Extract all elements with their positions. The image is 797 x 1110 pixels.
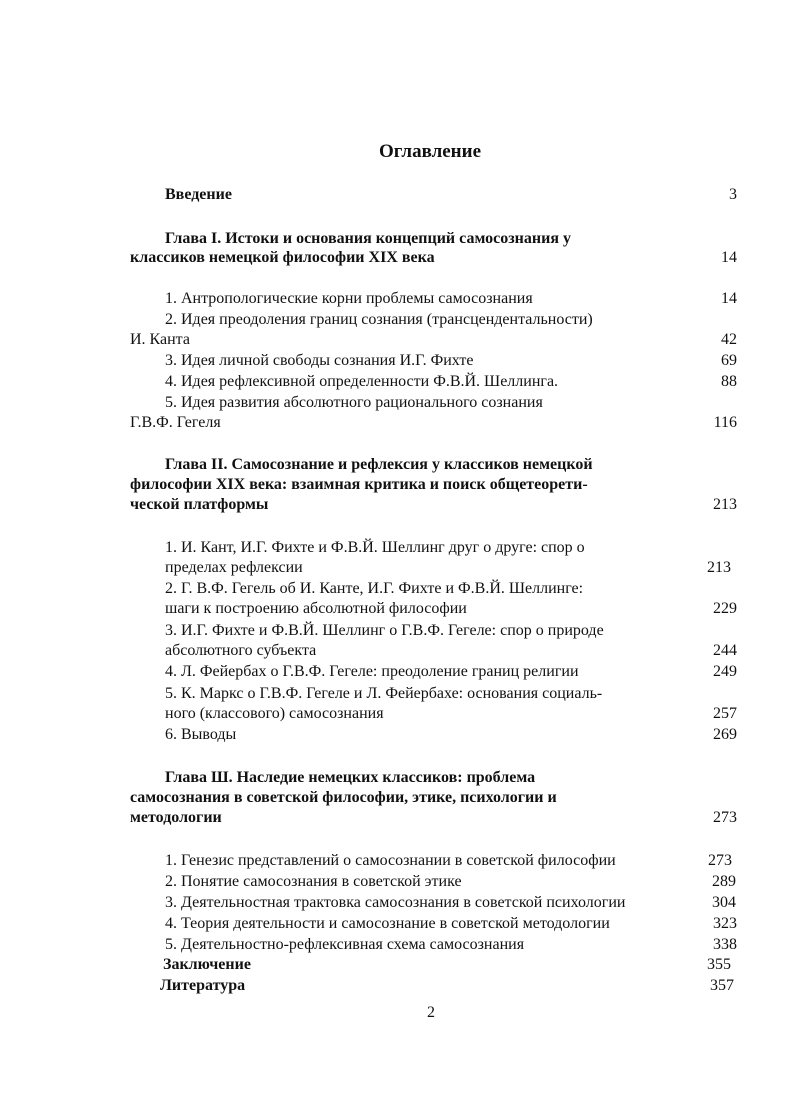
ch1-item-1-page: 14 <box>721 290 737 307</box>
ch3-item-1-page: 273 <box>708 852 732 869</box>
chapter-1-page: 14 <box>721 249 737 266</box>
ch3-item-1: 1. Генезис представлений о самосознании в советской философии <box>165 852 616 869</box>
ch1-item-4-page: 88 <box>721 373 737 390</box>
ch2-item-3-line-1: 3. И.Г. Фихте и Ф.В.Й. Шеллинг о Г.В.Ф. Гегеле: спор о природе <box>165 622 604 639</box>
chapter-2-heading-line-3: ческой платформы <box>130 496 269 513</box>
ch1-item-2-line-2: И. Канта <box>130 331 190 348</box>
chapter-3-page: 273 <box>713 809 737 826</box>
ch2-item-2-line-1: 2. Г. В.Ф. Гегель об И. Канте, И.Г. Фихте и Ф.В.Й. Шеллинге: <box>165 580 584 597</box>
toc-literature-label: Литература <box>160 977 246 994</box>
ch2-item-3-page: 244 <box>713 642 737 659</box>
ch1-item-5-line-2: Г.В.Ф. Гегеля <box>130 414 221 431</box>
ch1-item-2-page: 42 <box>721 331 737 348</box>
ch3-item-5-page: 338 <box>713 936 737 953</box>
ch1-item-5-page: 116 <box>713 414 737 431</box>
chapter-1-heading-line-2: классиков немецкой философии XIX века <box>130 249 435 266</box>
ch3-item-3-page: 304 <box>712 894 736 911</box>
toc-intro-label: Введение <box>165 186 232 203</box>
ch3-item-5: 5. Деятельностно-рефлексивная схема самосознания <box>165 936 525 953</box>
ch1-item-3: 3. Идея личной свободы сознания И.Г. Фихте <box>165 352 474 369</box>
ch2-item-2-line-2: шаги к построению абсолютной философии <box>165 600 467 617</box>
toc-intro-page: 3 <box>729 186 737 203</box>
page-number: 2 <box>427 1004 435 1021</box>
ch3-item-2-page: 289 <box>712 873 736 890</box>
ch3-item-4-page: 323 <box>713 915 737 932</box>
ch3-item-4: 4. Теория деятельности и самосознание в советской методологии <box>165 915 610 932</box>
ch1-item-1: 1. Антропологические корни проблемы самосознания <box>165 290 533 307</box>
ch1-item-4: 4. Идея рефлексивной определенности Ф.В.Й. Шеллинга. <box>165 373 559 390</box>
chapter-3-heading-line-1: Глава Ш. Наследие немецких классиков: проблема <box>165 769 536 786</box>
toc-conclusion-label: Заключение <box>163 956 251 973</box>
ch2-item-5-line-1: 5. К. Маркс о Г.В.Ф. Гегеле и Л. Фейербахе: основания социаль- <box>165 685 603 702</box>
toc-literature-page: 357 <box>710 977 734 994</box>
chapter-3-heading-line-3: методологии <box>130 809 222 826</box>
ch2-item-1-line-1: 1. И. Кант, И.Г. Фихте и Ф.В.Й. Шеллинг друг о друге: спор о <box>165 539 585 556</box>
ch2-item-1-line-2: пределах рефлексии <box>165 559 303 576</box>
chapter-2-heading-line-2: философии XIX века: взаимная критика и поиск общетеорети- <box>130 476 588 493</box>
chapter-1-heading-line-1: Глава I. Истоки и основания концепций самосознания у <box>165 230 571 247</box>
chapter-3-heading-line-2: самосознания в советской философии, этике, психологии и <box>130 789 557 806</box>
ch2-item-5-page: 257 <box>713 705 737 722</box>
toc-conclusion-page: 355 <box>707 956 731 973</box>
ch3-item-3: 3. Деятельностная трактовка самосознания в советской психологии <box>165 894 626 911</box>
chapter-2-heading-line-1: Глава II. Самосознание и рефлексия у классиков немецкой <box>165 456 593 473</box>
ch2-item-3-line-2: абсолютного субъекта <box>165 642 317 659</box>
ch2-item-4-page: 249 <box>713 663 737 680</box>
ch3-item-2: 2. Понятие самосознания в советской этике <box>165 873 462 890</box>
ch2-item-5-line-2: ного (классового) самосознания <box>165 705 384 722</box>
chapter-2-page: 213 <box>713 496 737 513</box>
ch1-item-3-page: 69 <box>721 352 737 369</box>
ch1-item-2-line-1: 2. Идея преодоления границ сознания (трансцендентальности) <box>165 311 593 328</box>
ch1-item-5-line-1: 5. Идея развития абсолютного рационального сознания <box>165 394 543 411</box>
ch2-item-4: 4. Л. Фейербах о Г.В.Ф. Гегеле: преодоление границ религии <box>165 663 579 680</box>
ch2-item-6: 6. Выводы <box>165 726 237 743</box>
ch2-item-6-page: 269 <box>713 726 737 743</box>
page-title: Оглавление <box>378 141 482 162</box>
ch2-item-2-page: 229 <box>713 600 737 617</box>
ch2-item-1-page: 213 <box>707 559 731 576</box>
